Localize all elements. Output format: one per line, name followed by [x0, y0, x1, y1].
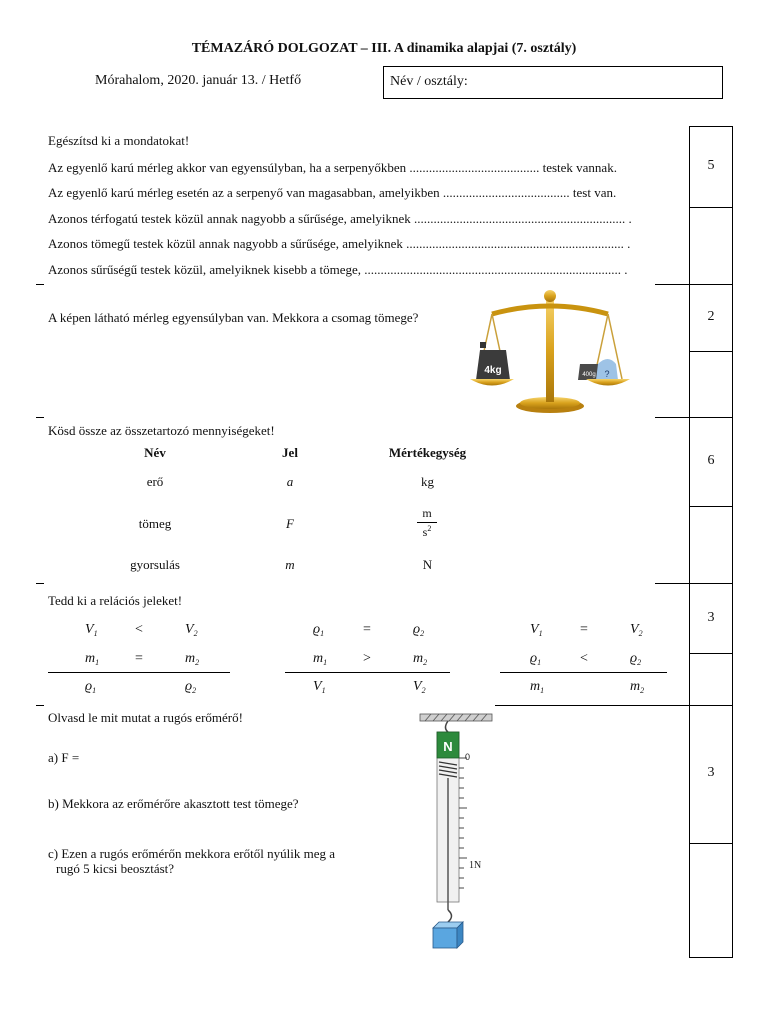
relation-right-g2-r2: $m_2$	[413, 651, 428, 667]
task5-question-a: a) F =	[48, 750, 80, 765]
task1-line-2: Az egyenlő karú mérleg esetén az a serpenyő van magasabban, amelyikben ....................................... test van.	[48, 185, 617, 200]
weight-handle-icon	[480, 342, 486, 348]
relation-left-g1-r3: $ϱ_1$	[85, 679, 97, 695]
score-task4: 3	[707, 610, 715, 625]
score-task2: 2	[707, 309, 715, 324]
task5-question-c-line1: c) Ezen a rugós erőmérőn mekkora erőtől nyúlik meg a	[48, 846, 335, 861]
balance-scale-image	[470, 284, 630, 416]
row-unit-1: kg	[421, 474, 434, 489]
unit-numerator: m	[422, 506, 432, 520]
row-name-2: tömeg	[138, 516, 172, 531]
meter-letter: N	[443, 739, 453, 754]
score-column	[689, 126, 733, 958]
relation-left-g3-r1: $V_1$	[530, 622, 543, 638]
relation-operator-g3-r1: =	[580, 622, 588, 637]
relation-left-g3-r2: $ϱ_1$	[530, 651, 542, 667]
task1-line-4: Azonos tömegű testek közül annak nagyobb a sűrűsége, amelyiknek ................................................................... .	[48, 236, 631, 251]
weight-400g-label: 400g	[582, 372, 596, 378]
relation-right-g1-r1: $V_2$	[185, 622, 198, 638]
relation-operator-g3-r2: <	[580, 651, 588, 666]
relation-right-g2-r3: $V_2$	[413, 679, 426, 695]
spring-scale-image	[415, 710, 505, 952]
relation-operator-g1-r2: =	[135, 651, 143, 666]
relation-left-g2-r1: $ϱ_1$	[313, 622, 325, 638]
row-symbol-2: F	[286, 516, 294, 531]
task1-instruction: Egészítsd ki a mondatokat!	[48, 133, 190, 148]
table-header-name: Név	[144, 445, 166, 460]
row-unit-2	[414, 506, 440, 540]
place-date: Mórahalom, 2020. január 13. / Hetfő	[95, 73, 302, 88]
weight-4kg-label: 4kg	[484, 365, 502, 376]
relation-right-g3-r1: $V_2$	[630, 622, 643, 638]
score-task1: 5	[707, 158, 715, 173]
task4-instruction: Tedd ki a relációs jeleket!	[48, 593, 183, 608]
name-field[interactable]	[383, 66, 723, 99]
relation-operator-g1-r3[interactable]	[135, 679, 155, 695]
task5-question-c-line2: rugó 5 kicsi beosztást?	[56, 861, 175, 876]
task2-question: A képen látható mérleg egyensúlyban van. Mekkora a csomag tömege?	[48, 310, 419, 325]
relation-right-g1-r3: $ϱ_2$	[185, 679, 197, 695]
task5-question-b: b) Mekkora az erőmérőre akasztott test tömege?	[48, 796, 299, 811]
relation-left-g2-r3: $V_1$	[313, 679, 326, 695]
scale-ticks	[459, 758, 467, 888]
package-mark: ?	[604, 369, 610, 379]
relation-operator-g2-r3[interactable]	[363, 679, 383, 695]
name-field-label: Név / osztály:	[390, 74, 468, 89]
task1-line-1: Az egyenlő karú mérleg akkor van egyensúlyban, ha a serpenyőkben ........................................ testek vannak.	[48, 160, 617, 175]
unit-exponent: 2	[427, 524, 432, 533]
task3-instruction: Kösd össze az összetartozó mennyiségeket!	[48, 423, 275, 438]
row-symbol-3: m	[285, 557, 295, 572]
row-name-1: erő	[146, 474, 164, 489]
relation-right-g3-r2: $ϱ_2$	[630, 651, 642, 667]
relation-left-g3-r3: $m_1$	[530, 679, 545, 695]
page-title: TÉMAZÁRÓ DOLGOZAT – III. A dinamika alapjai (7. osztály)	[191, 41, 577, 56]
task1-line-5: Azonos sűrűségű testek közül, amelyiknek kisebb a tömege, ............................................................................... .	[48, 262, 628, 277]
task5-instruction: Olvasd le mit mutat a rugós erőmérő!	[48, 710, 243, 725]
relation-operator-g3-r3[interactable]	[580, 679, 600, 695]
score-task3: 6	[707, 453, 715, 468]
relation-left-g1-r1: $V_1$	[85, 622, 98, 638]
score-task5: 3	[707, 765, 715, 780]
relation-operator-g2-r1: =	[363, 622, 371, 637]
scale-zero-label: 0	[465, 752, 471, 762]
task1-line-3: Azonos térfogatú testek közül annak nagyobb a sűrűsége, amelyiknek ................................................................. .	[48, 211, 632, 226]
relation-right-g3-r3: $m_2$	[630, 679, 645, 695]
relation-operator-g1-r1: <	[135, 622, 143, 637]
relation-operator-g2-r2: >	[363, 651, 371, 666]
table-header-symbol: Jel	[282, 445, 298, 460]
unit-denominator: s	[422, 525, 428, 539]
row-symbol-1: a	[286, 474, 294, 489]
relation-right-g2-r1: $ϱ_2$	[413, 622, 425, 638]
row-name-3: gyorsulás	[130, 557, 180, 572]
relation-left-g2-r2: $m_1$	[313, 651, 328, 667]
scale-one-label: 1N	[469, 860, 482, 871]
relation-left-g1-r2: $m_1$	[85, 651, 100, 667]
relation-right-g1-r2: $m_2$	[185, 651, 200, 667]
row-unit-3: N	[422, 557, 433, 572]
table-header-unit: Mértékegység	[388, 445, 467, 460]
